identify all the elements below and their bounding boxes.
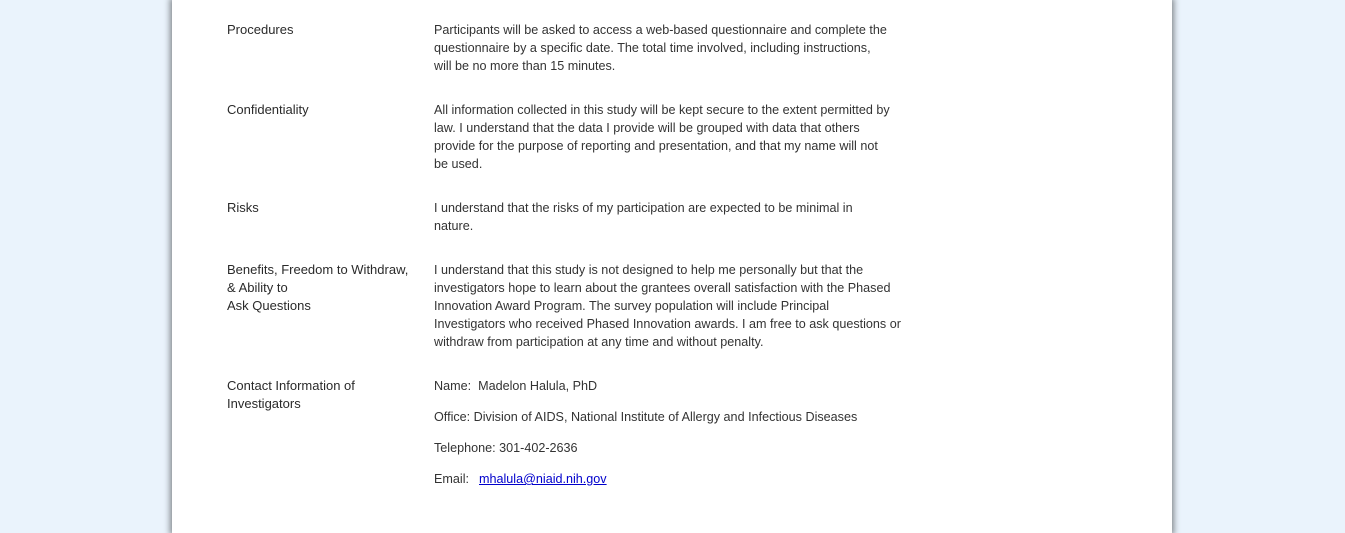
text-line: withdraw from participation at any time and without penalty. — [434, 335, 764, 349]
section-text — [434, 261, 901, 351]
label-line: Investigators — [227, 396, 301, 411]
label-line: & Ability to — [227, 280, 288, 295]
section-benefits — [227, 261, 901, 351]
label-line: Benefits, Freedom to Withdraw, — [227, 262, 409, 277]
section-risks — [227, 199, 901, 235]
section-label — [227, 21, 434, 75]
section-text — [434, 101, 890, 173]
text-line: will be no more than 15 minutes. — [434, 59, 616, 73]
label-line: Confidentiality — [227, 102, 309, 117]
text-line: I understand that this study is not designed to help me personally but that the — [434, 263, 864, 277]
contact-telephone: Telephone: 301-402-2636 — [434, 441, 578, 455]
text-line: Innovation Award Program. The survey population will include Principal — [434, 299, 830, 313]
section-text — [434, 21, 887, 75]
label-line: Ask Questions — [227, 298, 311, 313]
contact-email-row — [434, 470, 857, 488]
section-label — [227, 261, 434, 351]
label-line: Risks — [227, 200, 259, 215]
label-line: Contact Information of — [227, 378, 355, 393]
section-contact — [227, 377, 901, 501]
contact-name: Name: Madelon Halula, PhD — [434, 379, 598, 393]
section-text — [434, 199, 853, 235]
text-line: Investigators who received Phased Innovation awards. I am free to ask questions or — [434, 317, 901, 331]
text-line: All information collected in this study will be kept secure to the extent permitted by — [434, 103, 890, 117]
section-confidentiality — [227, 101, 901, 173]
section-label — [227, 199, 434, 235]
text-line: questionnaire by a specific date. The total time involved, including instructions, — [434, 41, 871, 55]
consent-content — [227, 21, 901, 527]
email-link[interactable]: mhalula@niaid.nih.gov — [479, 472, 607, 486]
contact-office: Office: Division of AIDS, National Institute of Allergy and Infectious Diseases — [434, 410, 858, 424]
email-label: Email: — [434, 472, 469, 486]
text-line: law. I understand that the data I provide will be grouped with data that others — [434, 121, 860, 135]
contact-info — [434, 377, 857, 501]
section-label — [227, 101, 434, 173]
label-line: Procedures — [227, 22, 294, 37]
text-line: nature. — [434, 219, 474, 233]
text-line: be used. — [434, 157, 483, 171]
text-line: investigators hope to learn about the grantees overall satisfaction with the Phased — [434, 281, 891, 295]
text-line: I understand that the risks of my participation are expected to be minimal in — [434, 201, 853, 215]
consent-page — [172, 0, 1172, 533]
section-label — [227, 377, 434, 501]
section-procedures — [227, 21, 901, 75]
text-line: provide for the purpose of reporting and presentation, and that my name will not — [434, 139, 878, 153]
text-line: Participants will be asked to access a web-based questionnaire and complete the — [434, 23, 887, 37]
